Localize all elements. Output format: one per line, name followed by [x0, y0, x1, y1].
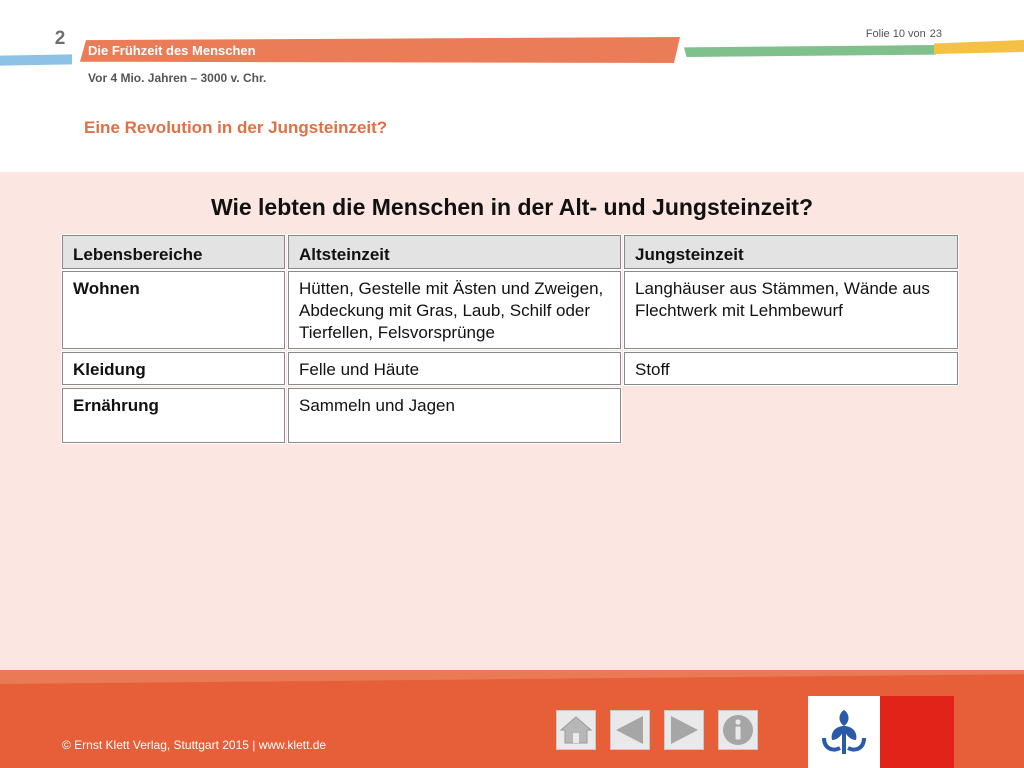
decor-stripe-yellow [934, 40, 1024, 54]
table-row-kleidung-area: Kleidung [62, 352, 285, 385]
chapter-number: 2 [54, 28, 66, 49]
table-header-jungsteinzeit: Jungsteinzeit [624, 235, 958, 269]
table-header-altsteinzeit: Altsteinzeit [288, 235, 621, 269]
decor-stripe-green [684, 45, 936, 57]
table-row-wohnen-alt: Hütten, Gestelle mit Ästen und Zweigen, Abdeckung mit Gras, Laub, Schilf oder Tierfellen, Felsvorsprünge [288, 271, 621, 349]
table-row-wohnen-jung: Langhäuser aus Stämmen, Wände aus Flechtwerk mit Lehmbewurf [624, 271, 958, 349]
klett-clover-mark [808, 696, 880, 768]
copyright-text: © Ernst Klett Verlag, Stuttgart 2015 | www.klett.de [62, 738, 327, 752]
slide-counter-label: Folie 10 von [865, 28, 926, 40]
table-row-wohnen-area: Wohnen [62, 271, 285, 349]
slide-counter [862, 28, 942, 40]
table-row-ernaehrung-alt: Sammeln und Jagen [288, 388, 621, 443]
next-button[interactable] [664, 710, 704, 750]
home-icon [559, 714, 593, 746]
previous-button[interactable] [610, 710, 650, 750]
decor-stripe-blue [0, 54, 72, 65]
table-row-ernaehrung-area: Ernährung [62, 388, 285, 443]
topic-title: Eine Revolution in der Jungsteinzeit? [84, 118, 388, 137]
chapter-subtitle: Vor 4 Mio. Jahren – 3000 v. Chr. [88, 71, 267, 85]
klett-wordmark [880, 696, 954, 768]
slide-header [0, 0, 1024, 172]
table-header-lebensbereiche: Lebensbereiche [62, 235, 285, 269]
home-button[interactable] [556, 710, 596, 750]
info-icon [721, 713, 755, 747]
klett-logo [808, 696, 954, 768]
arrow-right-icon [667, 713, 701, 747]
table-row-kleidung-alt: Felle und Häute [288, 352, 621, 385]
chapter-title: Die Frühzeit des Menschen [88, 43, 256, 58]
slide-counter-total: 23 [929, 28, 942, 40]
arrow-left-icon [613, 713, 647, 747]
info-button[interactable] [718, 710, 758, 750]
clover-logo-icon [814, 702, 874, 762]
main-heading: Wie lebten die Menschen in der Alt- und Jungsteinzeit? [210, 194, 814, 220]
table-row-kleidung-jung: Stoff [624, 352, 958, 385]
